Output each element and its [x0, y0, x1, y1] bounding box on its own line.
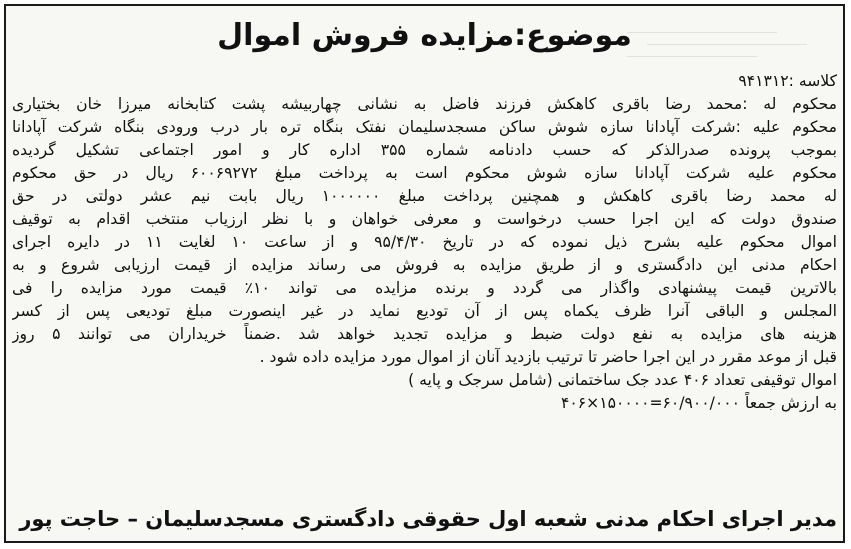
notice-body — [12, 70, 837, 415]
notice-line: محکوم علیه :شرکت آپادانا سازه شوش ساکن مسجدسلیمان نفتک بنگاه تره بار درب ورودی بنگاه شرکت آپادانا — [12, 118, 837, 136]
notice-line: صندوق دولت که این اجرا حسب درخواست و معرفی خواهان و با نظر ارزیاب منتخب اقدام به توقیف — [12, 210, 837, 228]
total-value-line: به ارزش جمعاً ۶۰/۹۰۰/۰۰۰=۱۵۰۰۰۰×۴۰۶ — [560, 394, 837, 412]
notice-line: له محمد رضا باقری کاهکش و همچنین پرداخت مبلغ ۱۰۰۰۰۰۰ ریال بابت نیم عشر دولتی در حق — [12, 187, 837, 205]
class-number: کلاسه :۹۴۱۳۱۲ — [738, 72, 837, 90]
notice-line: اموال محکوم علیه بشرح ذیل نموده که در تاریخ ۹۵/۴/۳۰ و از ساعت ۱۰ لغایت ۱۱ در دایره اجرای — [12, 233, 837, 251]
notice-line: بموجب پرونده صدرالذکر که حسب دادنامه شماره ۳۵۵ اداره کار و امور اجتماعی تشکیل گردیده — [12, 141, 837, 159]
notice-line: بالاترین قیمت پیشنهادی واگذار می گردد و برنده مزایده می تواند ۱۰٪ قیمت مورد مزایده را فی — [12, 279, 837, 297]
notice-line: احکام مدنی این دادگستری و از طریق مزایده به فروش می رساند مزایده از قیمت ارزیابی شروع و به — [12, 256, 837, 274]
notice-line: محکوم له :محمد رضا باقری کاهکش فرزند فاضل به نشانی چهاربیشه پشت کتابخانه میرزا خان بختیاری — [12, 95, 837, 113]
seized-items-line: اموال توقیفی تعداد ۴۰۶ عدد جک ساختمانی (شامل سرجک و پایه ) — [408, 371, 837, 389]
notice-title: موضوع:مزایده فروش اموال — [217, 18, 632, 53]
notice-line: هزینه های مزایده به نفع دولت ضبط و مزایده تجدید خواهد شد .ضمناً خریداران می توانند ۵ روز — [12, 325, 837, 343]
notice-line: قبل از موعد مقرر در این اجرا حاضر تا ترتیب بازدید آنان از اموال مورد مزایده داده شود . — [259, 348, 837, 366]
notice-line: المجلس و الباقی آنرا ظرف یکماه پس از آن تودیع نماید در غیر اینصورت مبلغ تودیعی پس از کسر — [12, 302, 837, 320]
notice-frame — [4, 4, 845, 543]
signature-line: مدیر اجرای احکام مدنی شعبه اول حقوقی دادگستری مسجدسلیمان – حاجت پور — [19, 507, 837, 531]
notice-line: محکوم علیه شرکت آپادانا سازه شوش محکوم است به پرداخت مبلغ ۶۰۰۶۹۲۷۲ ریال در حق محکوم — [12, 164, 837, 182]
